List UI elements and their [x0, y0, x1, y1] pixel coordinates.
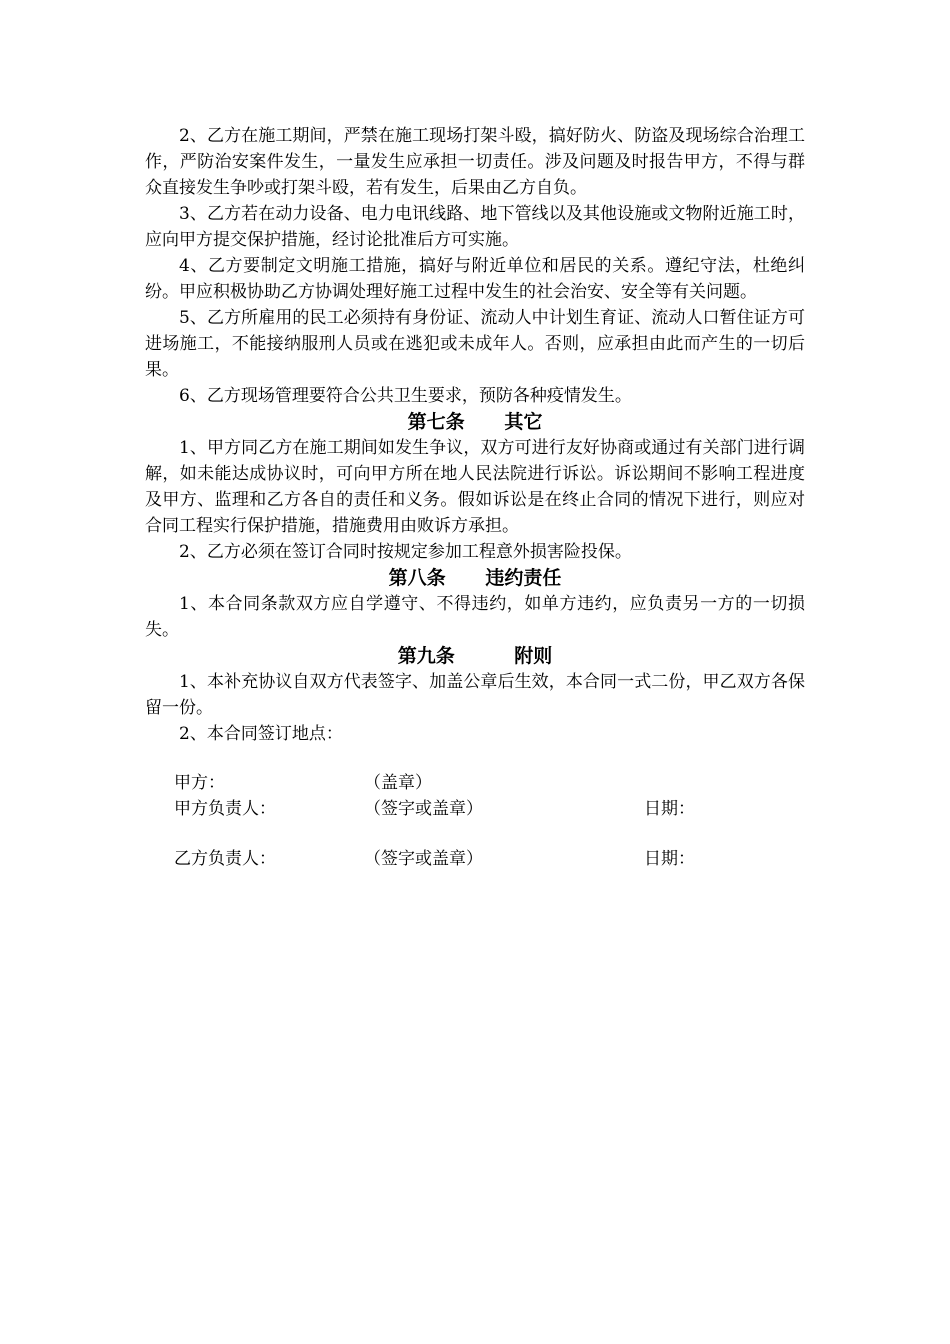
- signature-row-party-b-rep: [174, 846, 734, 872]
- contract-page: [145, 123, 805, 747]
- party-a-seal: （盖章）: [364, 773, 432, 793]
- clause-paragraph: 2、乙方必须在签订合同时按规定参加工程意外损害险投保。: [179, 542, 632, 562]
- clause-paragraph: 3、乙方若在动力设备、电力电讯线路、地下管线以及其他设施或文物附近施工时，应向甲方提交保护措施，经讨论批准后方可实施。: [145, 204, 805, 250]
- party-b-date-label: 日期：: [644, 849, 695, 869]
- signature-row-party-a: [174, 770, 734, 796]
- clause-paragraph: 1、本合同条款双方应自学遵守、不得违约，如单方违约，应负责另一方的一切损失。: [145, 594, 805, 640]
- clause-paragraph: 5、乙方所雇用的民工必须持有身份证、流动人中计划生育证、流动人口暂住证方可进场施工，不能接纳服刑人员或在逃犯或未成年人。否则，应承担由此而产生的一切后果。: [145, 308, 805, 380]
- party-b-rep-label: 乙方负责人：: [174, 849, 276, 869]
- section-8-heading: 第八条 违约责任: [388, 567, 562, 589]
- clause-paragraph: 6、乙方现场管理要符合公共卫生要求，预防各种疫情发生。: [179, 386, 632, 406]
- party-a-rep-label: 甲方负责人：: [174, 799, 276, 819]
- party-b-rep-sign: （签字或盖章）: [364, 849, 483, 869]
- signature-row-party-a-rep: [174, 796, 734, 822]
- section-7-heading: 第七条 其它: [407, 411, 543, 433]
- clause-paragraph: 2、乙方在施工期间，严禁在施工现场打架斗殴，搞好防火、防盗及现场综合治理工作，严防治安案件发生，一量发生应承担一切责任。涉及问题及时报告甲方，不得与群众直接发生争吵或打架斗殴，若有发生，后果由乙方自负。: [145, 126, 805, 198]
- party-a-date-label: 日期：: [644, 799, 695, 819]
- section-9-heading: 第九条 附则: [397, 645, 553, 667]
- clause-paragraph: 2、本合同签订地点：: [179, 724, 343, 744]
- clause-paragraph: 1、甲方同乙方在施工期间如发生争议，双方可进行友好协商或通过有关部门进行调解，如未能达成协议时，可向甲方所在地人民法院进行诉讼。诉讼期间不影响工程进度及甲方、监理和乙方各自的责任和义务。假如诉讼是在终止合同的情况下进行，则应对合同工程实行保护措施，措施费用由败诉方承担。: [145, 438, 805, 536]
- clause-paragraph: 4、乙方要制定文明施工措施，搞好与附近单位和居民的关系。遵纪守法，杜绝纠纷。甲应积极协助乙方协调处理好施工过程中发生的社会治安、安全等有关问题。: [145, 256, 805, 302]
- party-a-rep-sign: （签字或盖章）: [364, 799, 483, 819]
- party-a-label: 甲方：: [174, 773, 225, 793]
- clause-paragraph: 1、本补充协议自双方代表签字、加盖公章后生效，本合同一式二份，甲乙双方各保留一份。: [145, 672, 805, 718]
